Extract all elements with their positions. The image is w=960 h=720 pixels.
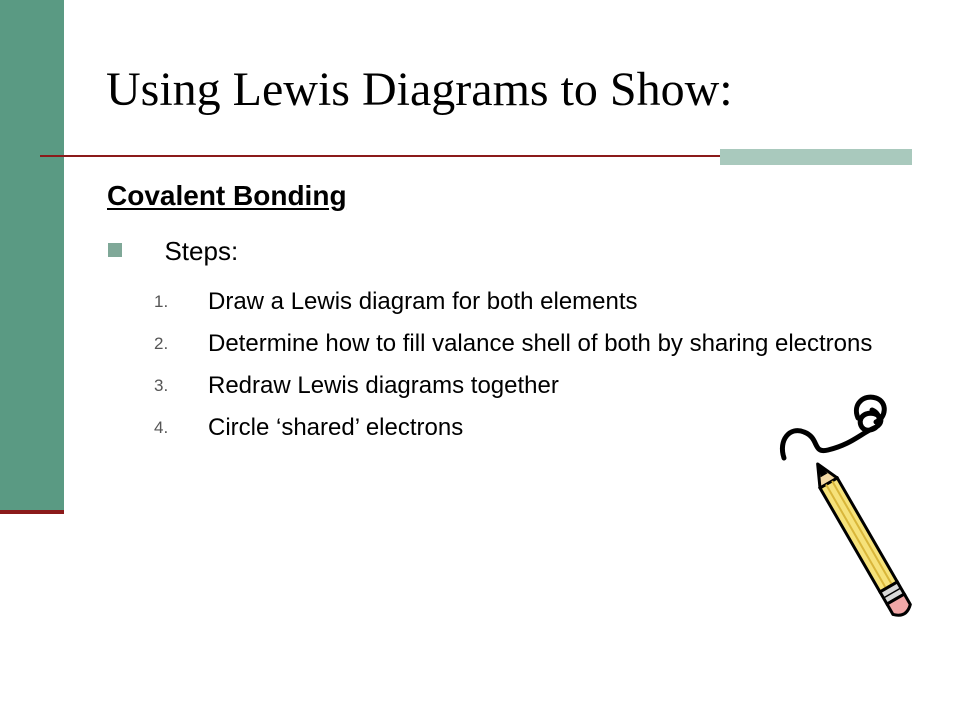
left-bar-bottom-edge — [0, 510, 64, 514]
step-number: 1. — [154, 292, 169, 311]
bullet-label: Steps: — [164, 236, 239, 266]
step-text: Draw a Lewis diagram for both elements — [208, 288, 638, 315]
square-bullet-icon — [108, 243, 122, 257]
step-text: Determine how to fill valance shell of both by sharing electrons — [208, 330, 873, 357]
step-item — [154, 328, 894, 360]
slide-title: Using Lewis Diagrams to Show: — [106, 63, 733, 116]
step-text: Redraw Lewis diagrams together — [208, 372, 559, 399]
title-divider-accent — [720, 149, 912, 165]
left-accent-bar — [0, 0, 64, 512]
step-number: 3. — [154, 376, 169, 395]
section-heading: Covalent Bonding — [107, 180, 347, 211]
step-item — [154, 286, 894, 318]
pencil-icon — [772, 388, 932, 638]
step-number: 2. — [154, 334, 169, 353]
step-text: Circle ‘shared’ electrons — [208, 414, 464, 441]
step-number: 4. — [154, 418, 169, 437]
bullet-item — [108, 236, 238, 267]
